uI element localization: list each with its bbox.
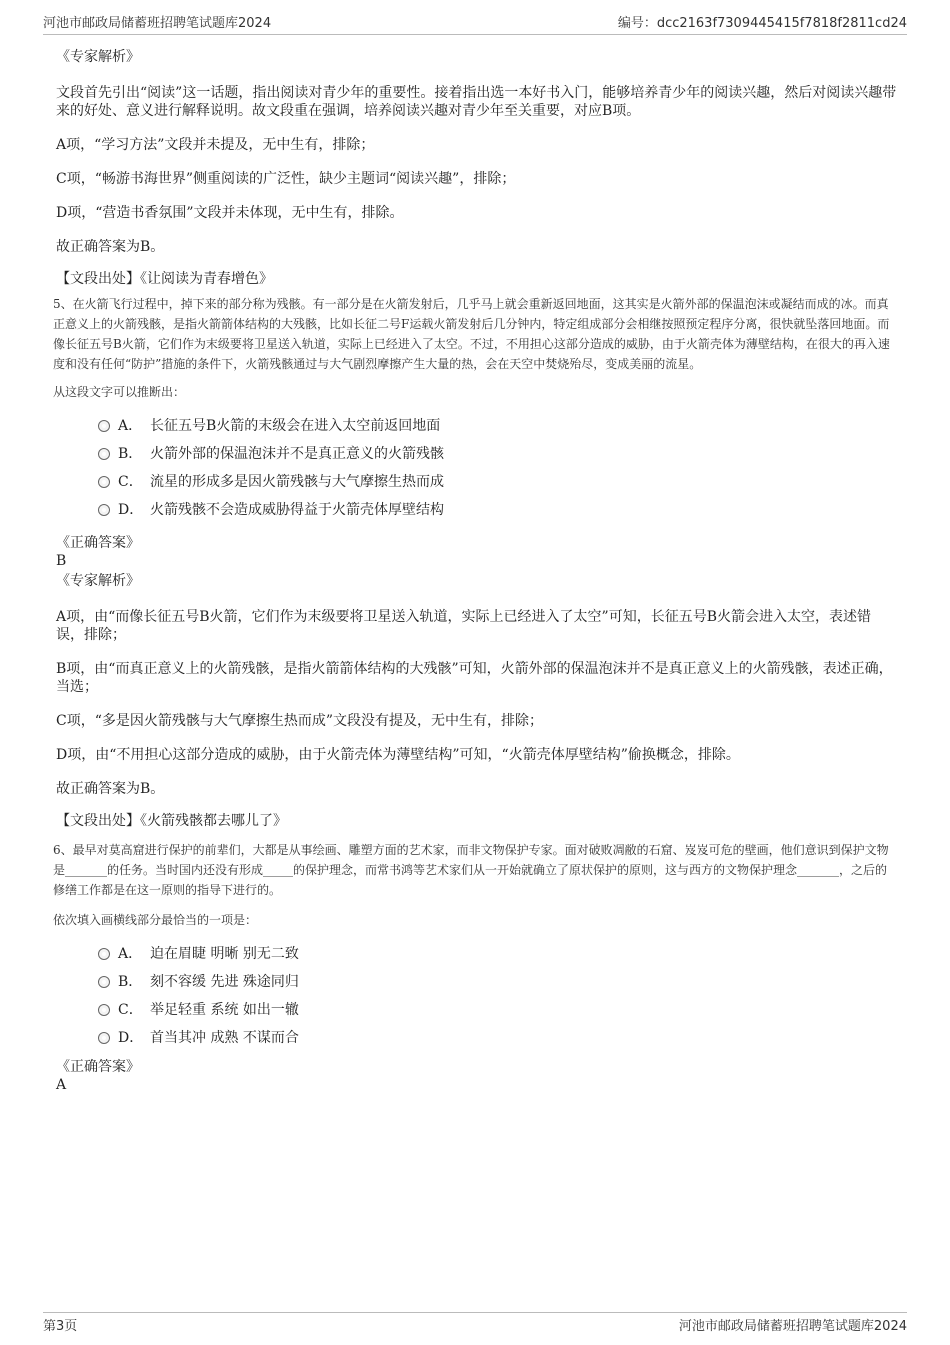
q5-conclusion: 故正确答案为B。 <box>56 781 165 797</box>
page-footer <box>43 1312 907 1335</box>
q5-answer-title: 《正确答案》 <box>56 535 140 551</box>
q5-analysis-title: 《专家解析》 <box>56 573 140 589</box>
prev-source: 【文段出处】《让阅读为青春增色》 <box>56 271 273 287</box>
q6-answer: A <box>56 1077 67 1093</box>
prev-conclusion: 故正确答案为B。 <box>56 239 165 255</box>
q6-option-a[interactable]: A． 迫在眉睫 明晰 别无二致 <box>56 940 898 968</box>
footer-page-number: 第3页 <box>43 1319 78 1334</box>
q5-option-d[interactable]: D． 火箭残骸不会造成威胁得益于火箭壳体厚壁结构 <box>56 496 898 524</box>
prev-analysis-item-c: C项，“畅游书海世界”侧重阅读的广泛性，缺少主题词“阅读兴趣”，排除； <box>56 171 516 187</box>
q5-option-b[interactable]: B． 火箭外部的保温泡沫并不是真正意义的火箭残骸 <box>56 440 898 468</box>
q6-option-b[interactable]: B． 刻不容缓 先进 殊途同归 <box>56 968 898 996</box>
radio-icon[interactable] <box>98 1032 110 1044</box>
header-id: 编号：dcc2163f7309445415f7818f2811cd24 <box>617 16 907 31</box>
radio-icon[interactable] <box>98 448 110 460</box>
q5-analysis-item-b: B项，由“而真正意义上的火箭残骸，是指火箭箭体结构的大残骸”可知，火箭外部的保温泡沫并不是真正意义上的火箭残骸，表述正确，当选； <box>56 661 893 695</box>
q5-option-c[interactable]: C． 流星的形成多是因火箭残骸与大气摩擦生热而成 <box>56 468 898 496</box>
radio-icon[interactable] <box>98 420 110 432</box>
page-content <box>53 44 898 1094</box>
q5-analysis-item-c: C项，“多是因火箭残骸与大气摩擦生热而成”文段没有提及，无中生有，排除； <box>56 713 544 729</box>
q5-prompt: 从这段文字可以推断出： <box>53 385 186 399</box>
q6-options <box>56 940 898 1052</box>
prev-analysis-item-a: A项，“学习方法”文段并未提及，无中生有，排除； <box>56 137 375 153</box>
footer-title: 河池市邮政局储蓄班招聘笔试题库2024 <box>678 1319 907 1334</box>
radio-icon[interactable] <box>98 1004 110 1016</box>
radio-icon[interactable] <box>98 976 110 988</box>
q6-option-d[interactable]: D． 首当其冲 成熟 不谋而合 <box>56 1024 898 1052</box>
q5-analysis-item-a: A项，由“而像长征五号B火箭，它们作为末级要将卫星送入轨道，实际上已经进入了太空”可知，长征五号B火箭会进入太空，表述错误，排除； <box>56 609 871 643</box>
q5-answer: B <box>56 553 67 569</box>
radio-icon[interactable] <box>98 476 110 488</box>
radio-icon[interactable] <box>98 504 110 516</box>
header-title: 河池市邮政局储蓄班招聘笔试题库2024 <box>43 16 272 31</box>
q6-option-c[interactable]: C． 举足轻重 系统 如出一辙 <box>56 996 898 1024</box>
q5-stem: 5、在火箭飞行过程中，掉下来的部分称为残骸。有一部分是在火箭发射后，几乎马上就会重新返回地面，这其实是火箭外部的保温泡沫或凝结而成的冰。而真正意义上的火箭残骸，是指火箭箭体结构的大残骸，比如长征二号F运载火箭发射后几分钟内，特定组成部分会相继按照预定程序分离，很快就坠落回地面。而像长征五号B火箭，它们作为末级要将卫星送入轨道，实际上已经进入了太空。不过，不用担心这部分造成的威胁，由于火箭壳体为薄壁结构，在很大的再入速度和没有任何“防护”措施的条件下，火箭残骸通过与大气剧烈摩擦产生大量的热，会在天空中焚烧殆尽，变成美丽的流星。 <box>53 297 890 371</box>
q6-prompt: 依次填入画横线部分最恰当的一项是： <box>53 913 258 927</box>
prev-analysis-paragraph: 文段首先引出“阅读”这一话题，指出阅读对青少年的重要性。接着指出选一本好书入门，能够培养青少年的阅读兴趣，然后对阅读兴趣带来的好处、意义进行解释说明。故文段重在强调，培养阅读兴趣对青少年至关重要，对应B项。 <box>56 85 897 119</box>
q5-analysis-item-d: D项，由“不用担心这部分造成的威胁，由于火箭壳体为薄壁结构”可知，“火箭壳体厚壁结构”偷换概念，排除。 <box>56 747 740 763</box>
q5-options <box>56 412 898 524</box>
q6-stem: 6、最早对莫高窟进行保护的前辈们，大都是从事绘画、雕塑方面的艺术家，而非文物保护专家。面对破败凋敝的石窟、岌岌可危的壁画，他们意识到保护文物是_______的任务。当时国内还没有形成_____的保护理念，而常书鸿等艺术家们从一开始就确立了原状保护的原则，这与西方的文物保护理念_______，之后的修缮工作都是在这一原则的指导下进行的。 <box>53 843 889 897</box>
prev-analysis-item-d: D项，“营造书香氛围”文段并未体现，无中生有，排除。 <box>56 205 404 221</box>
q6-answer-title: 《正确答案》 <box>56 1059 140 1075</box>
q5-source: 【文段出处】《火箭残骸都去哪儿了》 <box>56 813 287 829</box>
prev-analysis-title: 《专家解析》 <box>56 49 140 65</box>
radio-icon[interactable] <box>98 948 110 960</box>
page-header <box>43 12 907 35</box>
q5-option-a[interactable]: A． 长征五号B火箭的末级会在进入太空前返回地面 <box>56 412 898 440</box>
